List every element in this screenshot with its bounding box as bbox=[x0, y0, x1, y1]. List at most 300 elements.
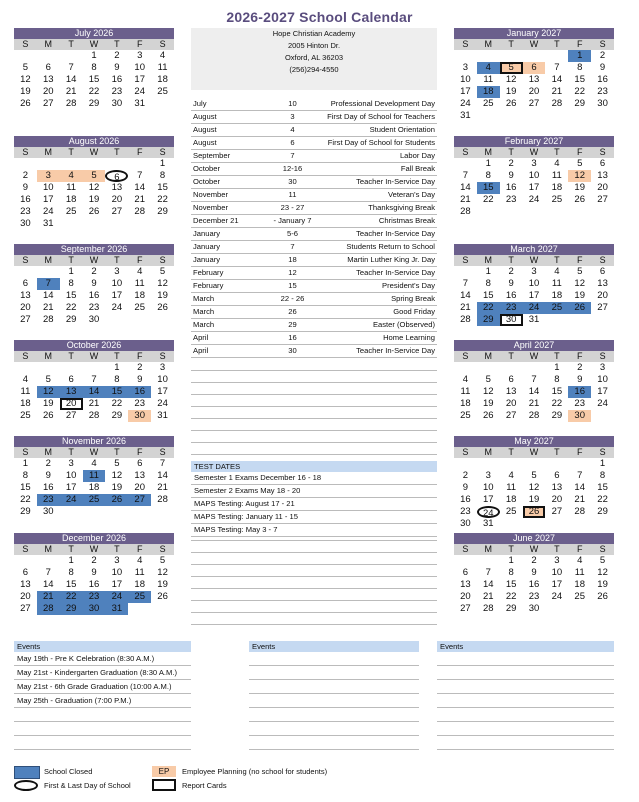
day-cell: 13 bbox=[460, 579, 471, 590]
day-cell: 14 bbox=[65, 74, 77, 85]
day-cell: 14 bbox=[482, 579, 494, 590]
holiday-row bbox=[191, 332, 437, 345]
day-cell: 12 bbox=[574, 278, 585, 289]
day-cell: 4 bbox=[462, 374, 469, 385]
weekday-label: T bbox=[508, 447, 514, 457]
weekday-header bbox=[14, 544, 174, 555]
weekday-label: S bbox=[599, 255, 606, 265]
day-cell: 27 bbox=[551, 506, 563, 517]
day-cell: 19 bbox=[482, 398, 494, 409]
weekday-header bbox=[454, 255, 614, 266]
day-cell: 10 bbox=[597, 374, 608, 385]
day-cell: 4 bbox=[91, 458, 97, 469]
day-cell: 20 bbox=[111, 194, 123, 205]
weekday-label: T bbox=[68, 447, 74, 457]
day-cell: 25 bbox=[128, 591, 151, 603]
day-cell: 23 bbox=[88, 302, 100, 313]
holiday-row bbox=[191, 202, 437, 215]
weekday-label: T bbox=[68, 544, 74, 554]
day-cell: 2 bbox=[91, 266, 97, 277]
weekday-label: S bbox=[22, 351, 29, 361]
weekday-label: S bbox=[462, 147, 469, 157]
empty-cell bbox=[477, 362, 500, 374]
day-cell: 1 bbox=[22, 458, 29, 469]
day-cell: 11 bbox=[506, 482, 517, 493]
day-cell: 26 bbox=[568, 302, 591, 314]
weekday-label: S bbox=[22, 447, 29, 457]
day-cell: 25 bbox=[134, 302, 145, 313]
empty-cell bbox=[14, 50, 37, 62]
day-cell: 10 bbox=[134, 62, 145, 73]
weekday-label: T bbox=[114, 147, 120, 157]
weekday-label: S bbox=[599, 39, 606, 49]
day-cell: 5 bbox=[159, 555, 166, 566]
events-section-2 bbox=[249, 641, 419, 750]
weekday-label: M bbox=[44, 351, 53, 361]
holiday-date: 16 bbox=[288, 333, 297, 342]
weekday-label: F bbox=[576, 39, 583, 49]
day-cell: 24 bbox=[523, 302, 546, 314]
weekday-label: S bbox=[599, 544, 606, 554]
day-cell: 7 bbox=[462, 278, 469, 289]
day-cell: 2 bbox=[45, 458, 51, 469]
day-cell: 3 bbox=[68, 458, 74, 469]
empty-cell bbox=[37, 362, 60, 374]
holiday-name: Teacher In-Service Day bbox=[356, 229, 435, 238]
day-cell: 22 bbox=[60, 591, 83, 603]
day-grid bbox=[454, 555, 614, 615]
day-cell: 2 bbox=[531, 555, 537, 566]
day-cell: 1 bbox=[68, 266, 74, 277]
day-cell: 1 bbox=[599, 458, 606, 469]
day-cell: 26 bbox=[42, 410, 54, 421]
weekday-label: M bbox=[44, 255, 53, 265]
weekday-label: F bbox=[576, 351, 583, 361]
day-cell: 20 bbox=[42, 86, 54, 97]
day-cell: 18 bbox=[157, 74, 168, 85]
day-cell: 6 bbox=[523, 62, 546, 74]
holiday-month: August bbox=[193, 125, 217, 134]
empty-cell bbox=[37, 266, 60, 278]
day-cell: 16 bbox=[111, 74, 123, 85]
day-cell: 13 bbox=[597, 170, 608, 181]
day-cell: 3 bbox=[599, 362, 606, 373]
weekday-label: S bbox=[22, 544, 29, 554]
weekday-label: T bbox=[68, 147, 74, 157]
day-cell: 9 bbox=[508, 278, 514, 289]
event-blank-row bbox=[249, 722, 419, 736]
empty-cell bbox=[500, 458, 523, 470]
day-grid bbox=[454, 158, 614, 218]
holiday-month: January bbox=[193, 229, 221, 238]
day-cell: 28 bbox=[460, 206, 471, 217]
holiday-name: Professional Development Day bbox=[330, 99, 435, 108]
day-cell: 7 bbox=[37, 278, 60, 290]
day-cell: 13 bbox=[20, 579, 31, 590]
day-cell: 26 bbox=[157, 591, 168, 602]
day-cell: 20 bbox=[505, 398, 517, 409]
month-title: July 2026 bbox=[14, 28, 174, 39]
day-cell: 12 bbox=[528, 482, 540, 493]
day-cell: 20 bbox=[134, 482, 145, 493]
day-cell: 9 bbox=[45, 470, 51, 481]
blank-line bbox=[191, 564, 437, 565]
holiday-month: November bbox=[193, 203, 229, 212]
day-cell: 22 bbox=[574, 86, 585, 97]
day-cell: 21 bbox=[574, 494, 585, 505]
weekday-header bbox=[454, 39, 614, 50]
day-cell: 19 bbox=[157, 290, 168, 301]
holiday-row bbox=[191, 306, 437, 319]
day-cell: 6 bbox=[137, 458, 143, 469]
month-calendar bbox=[14, 436, 174, 518]
day-cell: 21 bbox=[134, 194, 145, 205]
day-cell: 26 bbox=[482, 410, 494, 421]
day-cell: 10 bbox=[157, 374, 168, 385]
page-title: 2026-2027 School Calendar bbox=[226, 9, 413, 25]
event-blank-row bbox=[249, 694, 419, 708]
day-cell: 23 bbox=[134, 398, 145, 409]
holiday-name: Martin Luther King Jr. Day bbox=[347, 255, 435, 264]
day-cell: 17 bbox=[551, 579, 563, 590]
day-cell: 11 bbox=[134, 278, 145, 289]
day-grid bbox=[454, 362, 614, 422]
month-title: June 2027 bbox=[454, 533, 614, 544]
events-header: Events bbox=[249, 641, 419, 652]
day-cell: 28 bbox=[574, 506, 585, 517]
day-cell: 11 bbox=[551, 278, 562, 289]
month-calendar bbox=[454, 244, 614, 326]
school-address-line2: Oxford, AL 36203 bbox=[284, 53, 344, 62]
day-cell: 20 bbox=[60, 398, 83, 410]
day-cell: 15 bbox=[88, 74, 100, 85]
day-cell: 5 bbox=[114, 458, 120, 469]
day-cell: 21 bbox=[157, 482, 168, 493]
day-cell: 11 bbox=[66, 182, 77, 193]
day-cell: 3 bbox=[137, 50, 143, 61]
day-grid bbox=[14, 458, 174, 518]
day-cell: 23 bbox=[597, 86, 608, 97]
day-cell: 18 bbox=[477, 86, 500, 98]
day-cell: 13 bbox=[20, 290, 31, 301]
holiday-date: 23 - 27 bbox=[280, 203, 305, 212]
holiday-month: September bbox=[193, 151, 231, 160]
event-row: May 21st - 6th Grade Graduation (10:00 A.M.) bbox=[14, 680, 191, 694]
weekday-label: W bbox=[529, 351, 539, 361]
weekday-label: T bbox=[114, 255, 120, 265]
day-cell: 27 bbox=[42, 98, 54, 109]
empty-cell bbox=[500, 362, 523, 374]
day-cell: 14 bbox=[157, 470, 168, 481]
day-cell: 24 bbox=[111, 302, 123, 313]
day-cell: 12 bbox=[597, 567, 608, 578]
day-cell: 28 bbox=[482, 603, 494, 614]
closed-swatch bbox=[14, 766, 40, 779]
holiday-month: March bbox=[193, 320, 215, 329]
holiday-name: President's Day bbox=[382, 281, 435, 290]
holiday-row bbox=[191, 137, 437, 150]
day-cell: 19 bbox=[528, 494, 540, 505]
day-cell: 1 bbox=[485, 266, 491, 277]
day-cell: 8 bbox=[599, 470, 606, 481]
holiday-date: 7 bbox=[290, 151, 295, 160]
day-cell: 2 bbox=[508, 266, 514, 277]
day-cell: 9 bbox=[577, 374, 583, 385]
day-cell: 10 bbox=[551, 567, 563, 578]
weekday-label: S bbox=[22, 255, 29, 265]
holiday-row bbox=[191, 176, 437, 189]
day-cell: 20 bbox=[597, 290, 608, 301]
day-cell: 31 bbox=[528, 314, 540, 325]
day-cell: 7 bbox=[554, 62, 560, 73]
day-cell: 18 bbox=[65, 194, 77, 205]
day-cell: 5 bbox=[500, 62, 523, 74]
day-cell: 26 bbox=[105, 494, 128, 506]
empty-cell bbox=[14, 362, 37, 374]
event-row: May 25th - Graduation (7:00 P.M.) bbox=[14, 694, 191, 708]
weekday-label: F bbox=[136, 255, 143, 265]
day-cell: 15 bbox=[551, 386, 563, 397]
day-cell: 3 bbox=[114, 555, 120, 566]
day-cell: 25 bbox=[20, 410, 31, 421]
day-cell: 18 bbox=[551, 182, 563, 193]
month-calendar bbox=[454, 28, 614, 122]
day-grid bbox=[454, 266, 614, 326]
day-cell: 19 bbox=[111, 482, 123, 493]
day-cell: 2 bbox=[462, 470, 469, 481]
day-cell: 23 bbox=[20, 206, 31, 217]
day-cell: 29 bbox=[111, 410, 123, 421]
weekday-header bbox=[14, 351, 174, 362]
day-cell: 3 bbox=[37, 170, 60, 182]
day-cell: 8 bbox=[68, 567, 74, 578]
month-title: May 2027 bbox=[454, 436, 614, 447]
day-cell: 4 bbox=[554, 266, 560, 277]
day-cell: 27 bbox=[20, 314, 31, 325]
holiday-date: 30 bbox=[288, 177, 297, 186]
blank-line bbox=[191, 624, 437, 625]
month-title: August 2026 bbox=[14, 136, 174, 147]
weekday-label: W bbox=[529, 447, 539, 457]
empty-cell bbox=[60, 158, 83, 170]
blank-line bbox=[191, 576, 437, 577]
month-title: January 2027 bbox=[454, 28, 614, 39]
holiday-row bbox=[191, 124, 437, 137]
day-cell: 28 bbox=[65, 98, 77, 109]
blank-line bbox=[191, 588, 437, 589]
day-cell: 5 bbox=[159, 266, 166, 277]
day-cell: 19 bbox=[574, 290, 585, 301]
legend-closed-label: School Closed bbox=[44, 767, 93, 776]
day-cell: 30 bbox=[83, 603, 106, 615]
holiday-name: Christmas Break bbox=[378, 216, 435, 225]
day-cell: 20 bbox=[528, 86, 540, 97]
day-cell: 8 bbox=[508, 567, 514, 578]
day-cell: 16 bbox=[88, 290, 100, 301]
day-cell: 30 bbox=[128, 410, 151, 422]
day-cell: 10 bbox=[111, 567, 123, 578]
day-cell: 28 bbox=[37, 603, 60, 615]
day-cell: 16 bbox=[20, 194, 31, 205]
month-title: December 2026 bbox=[14, 533, 174, 544]
weekday-label: T bbox=[554, 544, 560, 554]
day-cell: 11 bbox=[20, 386, 31, 397]
day-cell: 21 bbox=[42, 302, 54, 313]
holiday-row bbox=[191, 319, 437, 332]
event-blank-row bbox=[437, 666, 614, 680]
day-cell: 7 bbox=[485, 567, 491, 578]
weekday-header bbox=[454, 351, 614, 362]
holiday-row bbox=[191, 163, 437, 176]
legend-report-label: Report Cards bbox=[182, 781, 227, 790]
day-cell: 5 bbox=[45, 374, 51, 385]
holiday-date: 26 bbox=[288, 307, 297, 316]
holiday-name: Spring Break bbox=[391, 294, 435, 303]
day-cell: 15 bbox=[65, 290, 77, 301]
event-blank-row bbox=[437, 652, 614, 666]
weekday-label: W bbox=[89, 39, 99, 49]
blank-line bbox=[191, 394, 437, 395]
weekday-label: S bbox=[599, 147, 606, 157]
day-cell: 10 bbox=[111, 278, 123, 289]
blank-line bbox=[191, 454, 437, 455]
month-title: October 2026 bbox=[14, 340, 174, 351]
day-cell: 6 bbox=[599, 266, 606, 277]
day-cell: 5 bbox=[577, 158, 583, 169]
day-cell: 8 bbox=[554, 374, 560, 385]
day-cell: 15 bbox=[477, 182, 500, 194]
day-cell: 17 bbox=[157, 386, 168, 397]
day-cell: 6 bbox=[105, 170, 128, 182]
month-title: March 2027 bbox=[454, 244, 614, 255]
weekday-header bbox=[454, 147, 614, 158]
day-cell: 23 bbox=[500, 302, 523, 314]
empty-cell bbox=[454, 458, 477, 470]
day-cell: 26 bbox=[597, 591, 608, 602]
day-cell: 4 bbox=[554, 158, 560, 169]
day-cell: 15 bbox=[574, 74, 585, 85]
holiday-month: March bbox=[193, 294, 215, 303]
weekday-label: W bbox=[89, 255, 99, 265]
holiday-row bbox=[191, 345, 437, 358]
event-blank-row bbox=[14, 736, 191, 750]
blank-line bbox=[191, 418, 437, 419]
weekday-label: F bbox=[576, 147, 583, 157]
empty-cell bbox=[14, 266, 37, 278]
blank-line bbox=[191, 430, 437, 431]
day-cell: 12 bbox=[111, 470, 123, 481]
day-cell: 7 bbox=[137, 170, 143, 181]
day-cell: 19 bbox=[574, 182, 585, 193]
day-cell: 5 bbox=[531, 470, 537, 481]
month-title: April 2027 bbox=[454, 340, 614, 351]
holiday-date: 6 bbox=[290, 138, 295, 147]
day-cell: 8 bbox=[485, 278, 491, 289]
empty-cell bbox=[523, 50, 546, 62]
event-blank-row bbox=[249, 708, 419, 722]
empty-cell bbox=[37, 50, 60, 62]
day-cell: 28 bbox=[460, 314, 471, 325]
day-cell: 25 bbox=[551, 194, 563, 205]
weekday-label: M bbox=[44, 544, 53, 554]
holiday-name: First Day of School for Teachers bbox=[327, 112, 435, 121]
weekday-label: S bbox=[159, 447, 166, 457]
day-cell: 30 bbox=[528, 603, 540, 614]
month-title: November 2026 bbox=[14, 436, 174, 447]
day-cell: 21 bbox=[460, 302, 471, 313]
day-cell: 13 bbox=[597, 278, 608, 289]
holiday-date: 11 bbox=[288, 190, 297, 199]
day-cell: 3 bbox=[554, 555, 560, 566]
holiday-row bbox=[191, 228, 437, 241]
day-cell: 30 bbox=[111, 98, 123, 109]
day-cell: 21 bbox=[551, 86, 563, 97]
weekday-label: W bbox=[529, 147, 539, 157]
day-cell: 5 bbox=[577, 266, 583, 277]
holiday-month: March bbox=[193, 307, 215, 316]
month-title: February 2027 bbox=[454, 136, 614, 147]
holiday-name: Fall Break bbox=[400, 164, 435, 173]
day-cell: 4 bbox=[22, 374, 29, 385]
holiday-list bbox=[191, 98, 437, 358]
holiday-date: 10 bbox=[288, 99, 297, 108]
day-cell: 31 bbox=[482, 518, 494, 529]
weekday-label: F bbox=[136, 447, 143, 457]
day-cell: 9 bbox=[91, 567, 97, 578]
day-cell: 7 bbox=[577, 470, 583, 481]
day-cell: 29 bbox=[88, 98, 100, 109]
day-cell: 27 bbox=[111, 206, 123, 217]
weekday-label: T bbox=[68, 255, 74, 265]
day-cell: 14 bbox=[42, 290, 54, 301]
weekday-label: T bbox=[508, 39, 514, 49]
day-cell: 27 bbox=[528, 98, 540, 109]
day-cell: 2 bbox=[577, 362, 583, 373]
day-cell: 16 bbox=[505, 182, 517, 193]
day-cell: 9 bbox=[462, 482, 469, 493]
day-cell: 30 bbox=[460, 518, 471, 529]
day-cell: 8 bbox=[22, 470, 29, 481]
day-cell: 22 bbox=[20, 494, 31, 505]
day-cell: 17 bbox=[42, 194, 54, 205]
day-cell: 21 bbox=[65, 86, 77, 97]
day-cell: 7 bbox=[68, 62, 74, 73]
day-cell: 14 bbox=[551, 74, 563, 85]
blank-line bbox=[191, 406, 437, 407]
test-row: Semester 2 Exams May 18 - 20 bbox=[191, 485, 437, 498]
day-cell: 28 bbox=[42, 314, 54, 325]
holiday-month: January bbox=[193, 255, 221, 264]
day-cell: 1 bbox=[485, 158, 491, 169]
weekday-header bbox=[14, 147, 174, 158]
weekday-label: S bbox=[22, 39, 29, 49]
weekday-label: T bbox=[508, 351, 514, 361]
day-cell: 17 bbox=[65, 482, 77, 493]
day-cell: 26 bbox=[88, 206, 100, 217]
day-cell: 13 bbox=[60, 386, 83, 398]
event-blank-row bbox=[249, 680, 419, 694]
holiday-month: August bbox=[193, 138, 217, 147]
day-cell: 6 bbox=[599, 158, 606, 169]
day-cell: 24 bbox=[134, 86, 145, 97]
day-cell: 18 bbox=[134, 290, 145, 301]
day-cell: 22 bbox=[88, 86, 100, 97]
day-cell: 1 bbox=[159, 158, 166, 169]
weekday-label: T bbox=[554, 255, 560, 265]
empty-cell bbox=[477, 555, 500, 567]
day-cell: 12 bbox=[482, 386, 494, 397]
weekday-label: S bbox=[462, 351, 469, 361]
